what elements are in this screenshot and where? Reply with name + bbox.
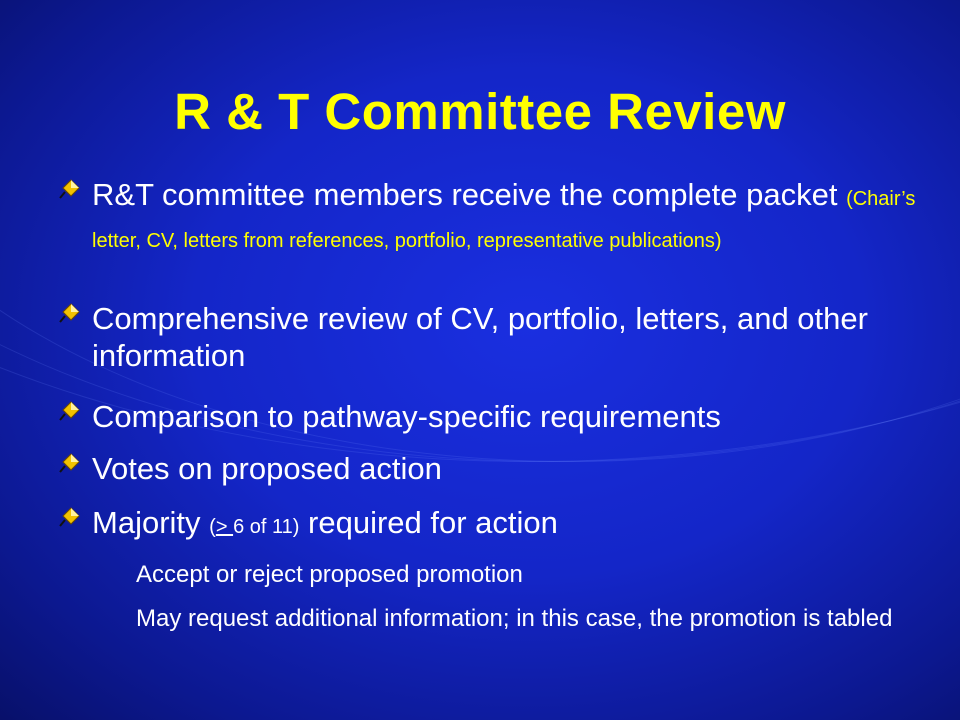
note-rest: 6 of 11) xyxy=(233,516,300,538)
sub-bullet: May request additional information; in this case, the promotion is tabled xyxy=(136,605,893,632)
diamond-bullet-icon xyxy=(58,453,80,475)
bullet-item xyxy=(58,504,558,546)
diamond-bullet-icon xyxy=(58,401,80,423)
bullet-text: Majority xyxy=(92,505,201,540)
bullet-text: Votes on proposed action xyxy=(92,451,442,486)
bullet-item xyxy=(58,176,918,260)
bullet-text: required for action xyxy=(308,505,558,540)
sub-bullet: Accept or reject proposed promotion xyxy=(136,561,523,588)
slide-title: R & T Committee Review xyxy=(174,83,786,140)
note-open: ( xyxy=(209,516,216,538)
bullet-text: R&T committee members receive the complete packet xyxy=(92,177,838,212)
bullet-text: Comprehensive review of CV, portfolio, letters, and other information xyxy=(92,301,868,373)
bullet-note: (Chair’s letter, CV, letters from references, portfolio, representative publications) xyxy=(92,188,916,252)
bullet-item xyxy=(58,450,442,487)
bullet-item xyxy=(58,300,918,374)
diamond-bullet-icon xyxy=(58,507,80,529)
note-underlined: > xyxy=(215,516,234,538)
majority-note xyxy=(209,516,299,538)
diamond-bullet-icon xyxy=(58,303,80,325)
bullet-item xyxy=(58,398,721,435)
bullet-text: Comparison to pathway-specific requirements xyxy=(92,399,721,434)
diamond-bullet-icon xyxy=(58,179,80,201)
